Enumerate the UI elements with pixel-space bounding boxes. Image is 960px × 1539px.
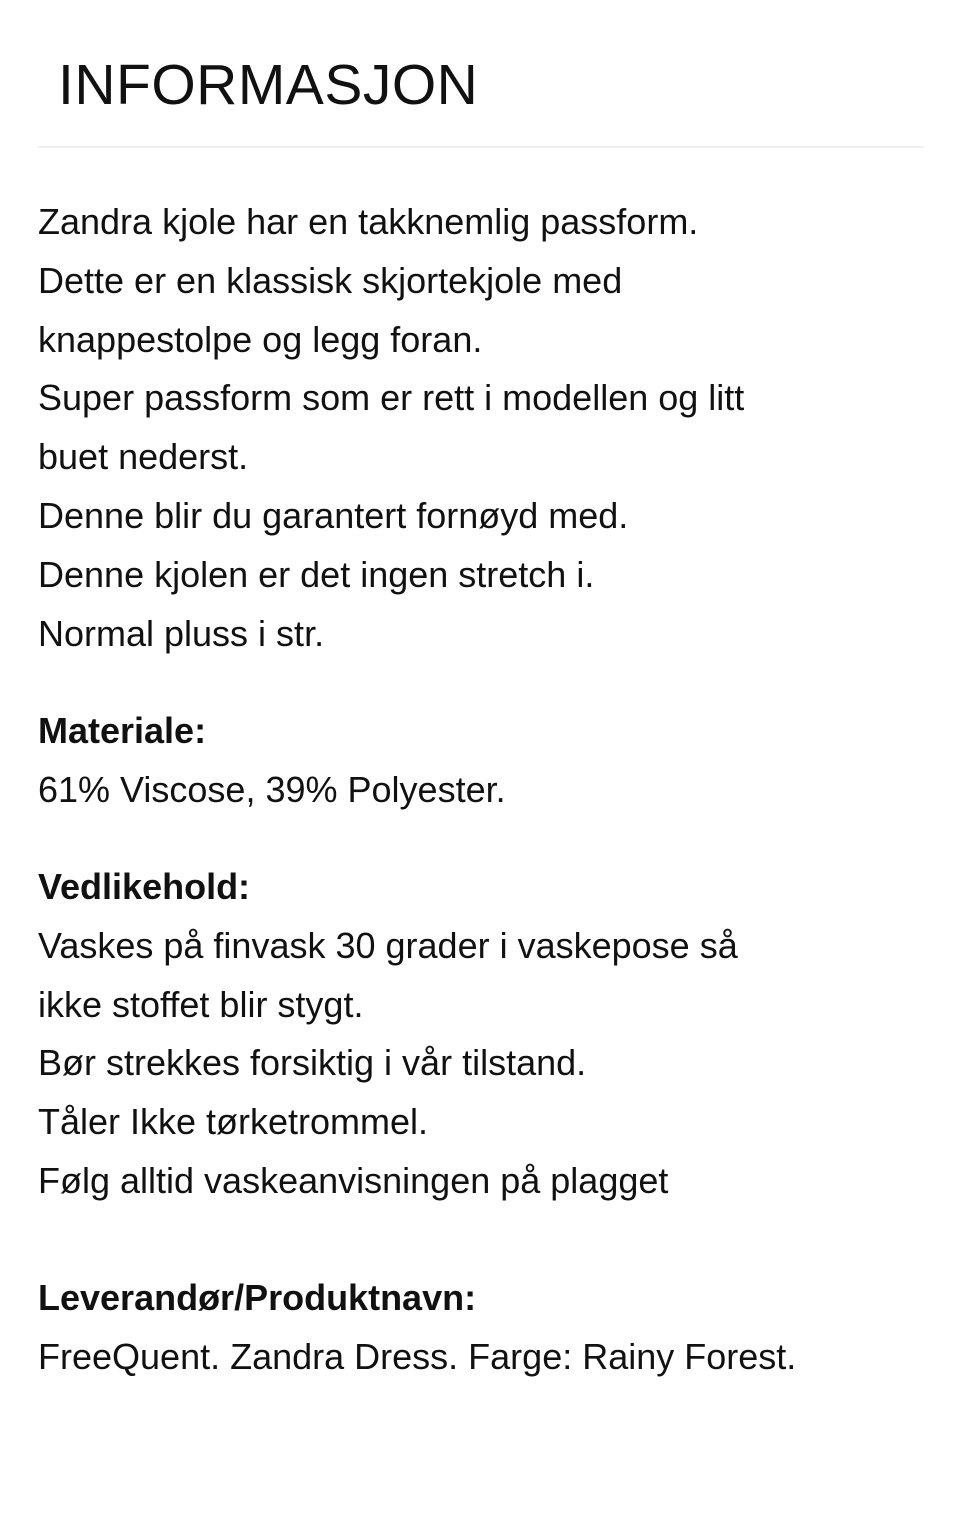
description-line: Zandra kjole har en takknemlig passform.	[38, 201, 699, 242]
description-line: Denne blir du garantert fornøyd med.	[38, 494, 629, 536]
care-line: ikke stoffet blir stygt.	[38, 983, 364, 1025]
section-title: INFORMASJON	[58, 53, 479, 117]
description-line: knappestolpe og legg foran.	[38, 318, 483, 360]
care-section	[38, 858, 928, 1211]
supplier-heading: Leverandør/Produktnavn:	[38, 1276, 477, 1318]
product-info-content	[38, 193, 928, 1386]
material-value: 61% Viscose, 39% Polyester.	[38, 769, 506, 811]
title-divider	[38, 146, 924, 148]
material-heading: Materiale:	[38, 710, 207, 752]
care-line: Bør strekkes forsiktig i vår tilstand.	[38, 1042, 587, 1084]
description-line: buet nederst.	[38, 436, 249, 478]
description-line: Super passform som er rett i modellen og litt	[38, 377, 745, 419]
description-line: Normal pluss i str.	[38, 612, 325, 654]
care-heading: Vedlikehold:	[38, 865, 251, 907]
supplier-section	[38, 1269, 928, 1387]
supplier-value: FreeQuent. Zandra Dress. Farge: Rainy Forest.	[38, 1335, 797, 1377]
material-section	[38, 702, 928, 820]
description-line: Dette er en klassisk skjortekjole med	[38, 259, 623, 301]
care-line: Følg alltid vaskeanvisningen på plagget	[38, 1159, 669, 1201]
product-description	[38, 193, 928, 663]
care-line: Tåler Ikke tørketrommel.	[38, 1101, 429, 1143]
care-line: Vaskes på finvask 30 grader i vaskepose så	[38, 924, 738, 966]
description-line: Denne kjolen er det ingen stretch i.	[38, 553, 595, 595]
